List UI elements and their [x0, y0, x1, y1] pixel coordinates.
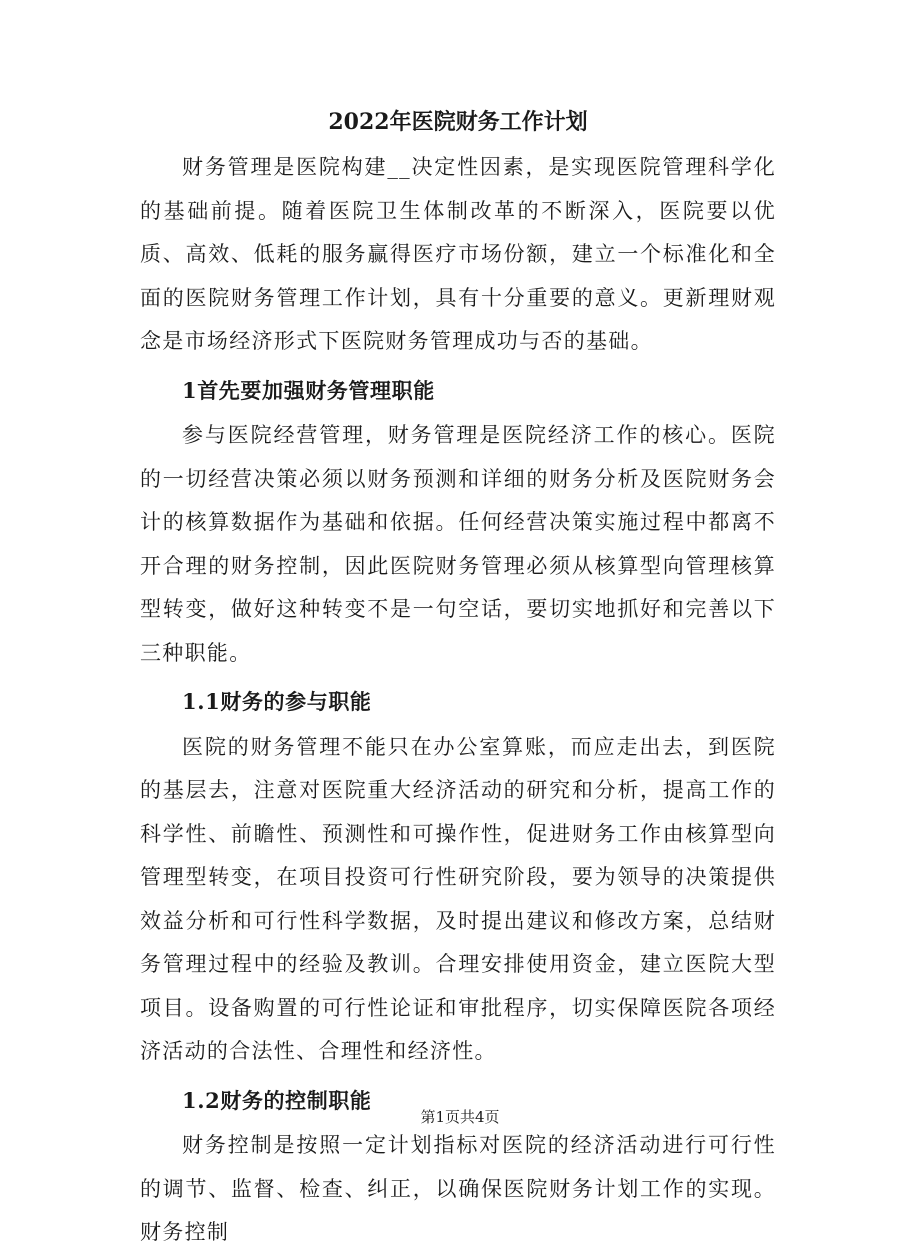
section-heading-1-1: 1.1财务的参与职能	[182, 689, 372, 714]
page-number-indicator: 第1页共4页	[420, 1108, 500, 1126]
page-footer	[0, 1107, 920, 1127]
intro-paragraph: 财务管理是医院构建__决定性因素，是实现医院管理科学化的基础前提。随着医院卫生体制改革的不断深入，医院要以优质、高效、低耗的服务赢得医疗市场份额，建立一个标准化和全面的医院财务管理工作计划，具有十分重要的意义。更新理财观念是市场经济形式下医院财务管理成功与否的基础。	[140, 155, 776, 353]
section-paragraph-1-1: 医院的财务管理不能只在办公室算账，而应走出去，到医院的基层去，注意对医院重大经济活动的研究和分析，提高工作的科学性、前瞻性、预测性和可操作性，促进财务工作由核算型向管理型转变，在项目投资可行性研究阶段，要为领导的决策提供效益分析和可行性科学数据，及时提出建议和修改方案，总结财务管理过程中的经验及教训。合理安排使用资金，建立医院大型项目。设备购置的可行性论证和审批程序，切实保障医院各项经济活动的合法性、合理性和经济性。	[140, 734, 776, 1063]
section-paragraph-1: 参与医院经营管理，财务管理是医院经济工作的核心。医院的一切经营决策必须以财务预测和详细的财务分析及医院财务会计的核算数据作为基础和依据。任何经营决策实施过程中都离不开合理的财务控制，因此医院财务管理必须从核算型向管理核算型转变，做好这种转变不是一句空话，要切实地抓好和完善以下三种职能。	[140, 423, 776, 665]
section-heading-1-2: 1.2财务的控制职能	[182, 1087, 372, 1113]
section-paragraph-1-2: 财务控制是按照一定计划指标对医院的经济活动进行可行性的调节、监督、检查、纠正，以确保医院财务计划工作的实现。财务控制	[140, 1133, 776, 1244]
document-body	[140, 104, 776, 1255]
document-title: 2022年医院财务工作计划	[328, 109, 588, 135]
section-heading-1: 1首先要加强财务管理职能	[182, 377, 435, 403]
